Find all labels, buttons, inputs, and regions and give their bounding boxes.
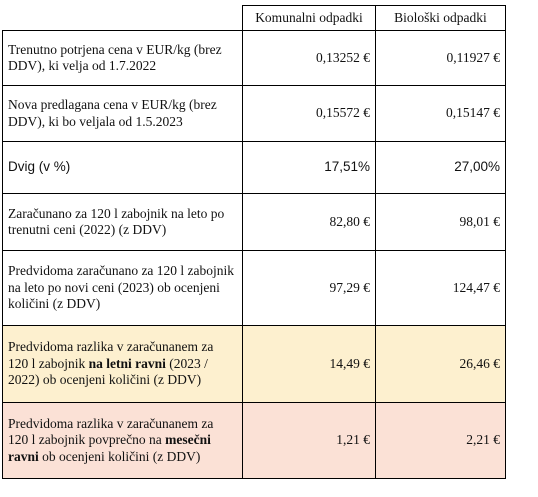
table-row <box>3 31 506 86</box>
row-label <box>3 326 243 403</box>
table-row-yearly-difference <box>3 326 506 403</box>
row-value-bioloski: 0,15147 € <box>376 86 506 142</box>
row-label-emphasis: na letni ravni <box>88 355 166 371</box>
header-empty-cell <box>3 6 243 31</box>
row-value-komunalni: 17,51% <box>243 142 376 194</box>
table-row <box>3 194 506 251</box>
header-bioloski: Biološki odpadki <box>376 6 506 31</box>
table-row-monthly-difference <box>3 403 506 479</box>
price-comparison-table <box>2 5 506 479</box>
row-value-bioloski: 2,21 € <box>376 403 506 479</box>
header-komunalni: Komunalni odpadki <box>243 6 376 31</box>
row-label: Trenutno potrjena cena v EUR/kg (brez DDV), ki velja od 1.7.2022 <box>3 31 243 86</box>
row-label: Predvidoma zaračunano za 120 l zabojnik na leto po novi ceni (2023) ob ocenjeni količini (z DDV) <box>3 251 243 326</box>
table-row <box>3 86 506 142</box>
row-label: Dvig (v %) <box>3 142 243 194</box>
row-value-komunalni: 0,13252 € <box>243 31 376 86</box>
row-value-komunalni: 0,15572 € <box>243 86 376 142</box>
row-value-bioloski: 26,46 € <box>376 326 506 403</box>
row-label-text: Predvidoma razlika v zaračunanem za 120 l zabojnik <box>8 339 214 371</box>
row-value-bioloski: 0,11927 € <box>376 31 506 86</box>
row-value-bioloski: 27,00% <box>376 142 506 194</box>
row-value-komunalni: 1,21 € <box>243 403 376 479</box>
row-value-komunalni: 82,80 € <box>243 194 376 251</box>
row-label-text: Predvidoma razlika v zaračunanem za 120 l zabojnik povprečno na <box>8 415 214 448</box>
row-label: Zaračunano za 120 l zabojnik na leto po trenutni ceni (2022) (z DDV) <box>3 194 243 251</box>
table-row <box>3 142 506 194</box>
row-value-bioloski: 98,01 € <box>376 194 506 251</box>
row-value-komunalni: 14,49 € <box>243 326 376 403</box>
row-value-komunalni: 97,29 € <box>243 251 376 326</box>
header-row <box>3 6 506 31</box>
row-label-text: (2023 / 2022) ob ocenjeni količini (z DDV) <box>8 355 208 388</box>
row-label-emphasis: mesečni ravni <box>8 432 211 464</box>
row-label <box>3 403 243 479</box>
table-row <box>3 251 506 326</box>
row-label-text: ob ocenjeni količini (z DDV) <box>38 448 201 464</box>
row-value-bioloski: 124,47 € <box>376 251 506 326</box>
row-label: Nova predlagana cena v EUR/kg (brez DDV), ki bo veljala od 1.5.2023 <box>3 86 243 142</box>
